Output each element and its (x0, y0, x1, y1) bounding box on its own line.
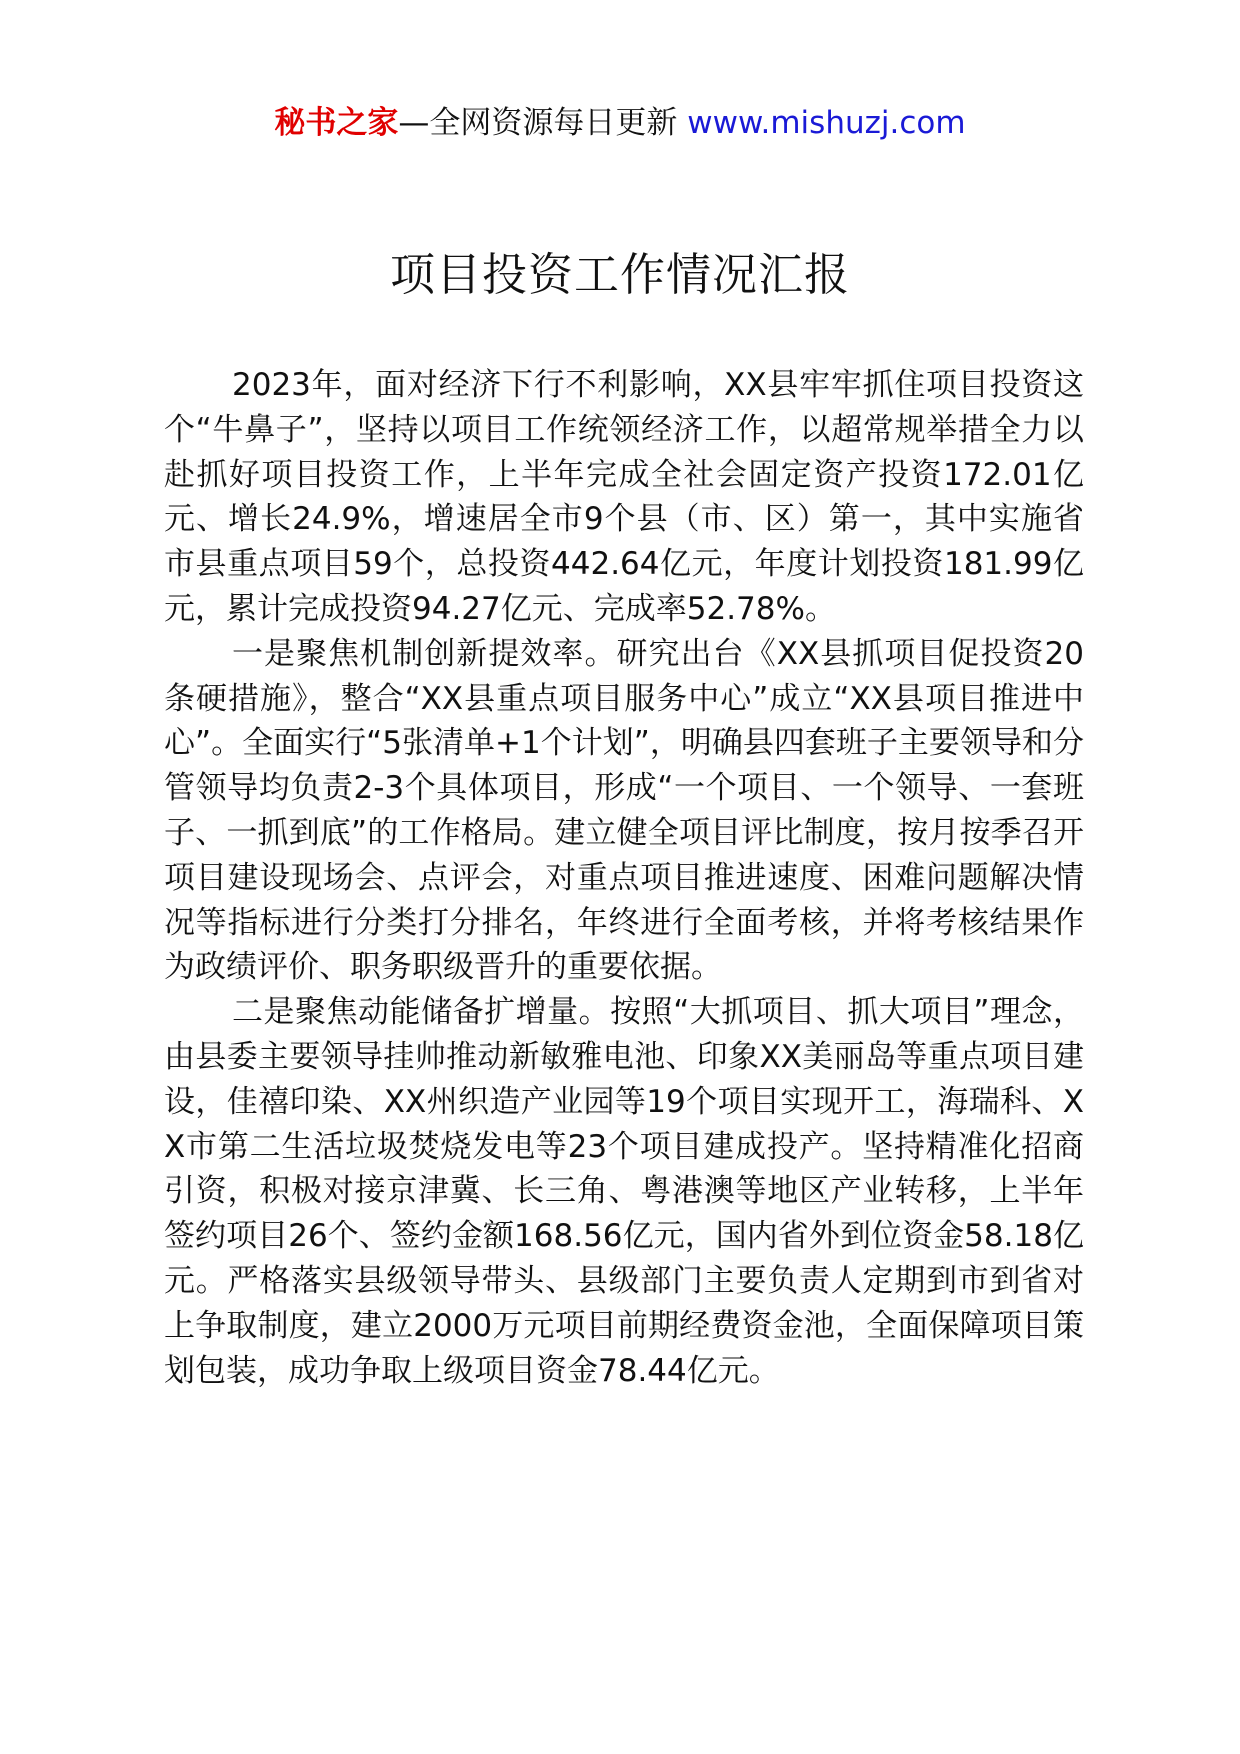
document-title: 项目投资工作情况汇报 (389, 248, 850, 301)
document-body (164, 363, 1084, 1393)
brand-name: 秘书之家 (274, 105, 399, 141)
paragraph-momentum-reserve: 二是聚焦动能储备扩增量。按照“大抓项目、抓大项目”理念，由县委主要领导挂帅推动新敏雅电池、印象XX美丽岛等重点项目建设，佳禧印染、XX州织造产业园等19个项目实现开工，海瑞科、XX市第二生活垃圾焚烧发电等23个项目建成投产。坚持精准化招商引资，积极对接京津冀、长三角、粤港澳等地区产业转移，上半年签约项目26个、签约金额168.56亿元，国内省外到位资金58.18亿元。严格落实县级领导带头、县级部门主要负责人定期到市到省对上争取制度，建立2000万元项目前期经费资金池，全面保障项目策划包装，成功争取上级项目资金78.44亿元。 (164, 994, 1084, 1389)
paragraph-mechanism-innovation: 一是聚焦机制创新提效率。研究出台《XX县抓项目促投资20条硬措施》，整合“XX县重点项目服务中心”成立“XX县项目推进中心”。全面实行“5张清单+1个计划”，明确县四套班子主要领导和分管领导均负责2-3个具体项目，形成“一个项目、一个领导、一套班子、一抓到底”的工作格局。建立健全项目评比制度，按月按季召开项目建设现场会、点评会，对重点项目推进速度、困难问题解决情况等指标进行分类打分排名，年终进行全面考核，并将考核结果作为政绩评价、职务职级晋升的重要依据。 (164, 635, 1084, 986)
paragraph-intro: 2023年，面对经济下行不利影响，XX县牢牢抓住项目投资这个“牛鼻子”，坚持以项目工作统领经济工作，以超常规举措全力以赴抓好项目投资工作，上半年完成全社会固定资产投资172.01亿元、增长24.9%，增速居全市9个县（市、区）第一，其中实施省市县重点项目59个，总投资442.64亿元，年度计划投资181.99亿元，累计完成投资94.27亿元、完成率52.78%。 (164, 367, 1084, 627)
site-header (0, 100, 1240, 146)
header-tagline: —全网资源每日更新 (398, 105, 678, 141)
site-url[interactable]: www.mishuzj.com (687, 105, 966, 141)
